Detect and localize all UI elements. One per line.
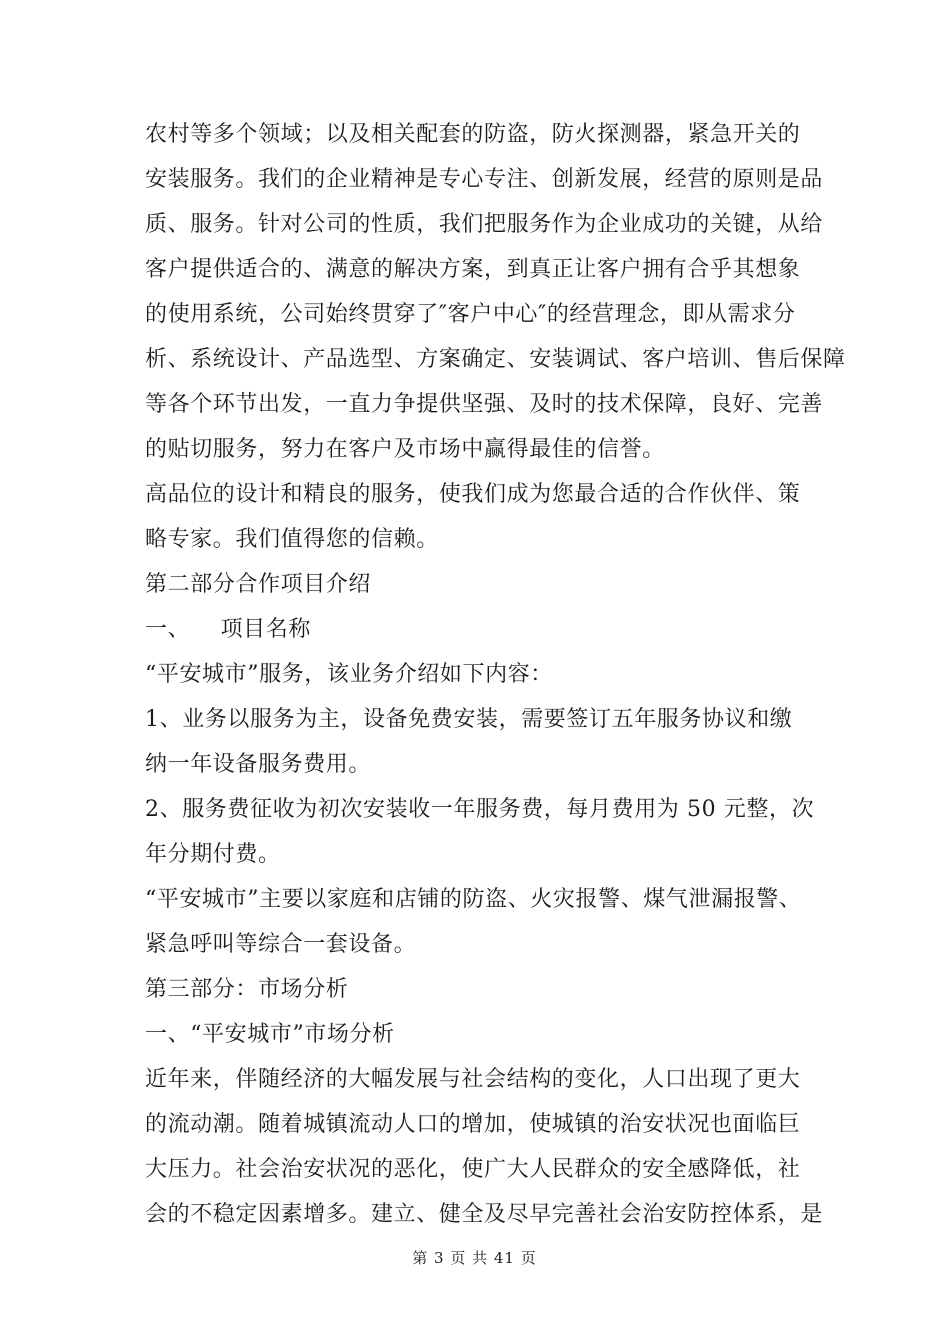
text-line: 紧急呼叫等综合一套设备。 bbox=[145, 932, 417, 957]
text-line: 质、服务。针对公司的性质，我们把服务作为企业成功的关键，从给 bbox=[145, 212, 824, 237]
document-body bbox=[145, 112, 846, 1237]
text-line: 纳一年设备服务费用。 bbox=[145, 752, 372, 777]
section-heading: 第二部分合作项目介绍 bbox=[145, 572, 372, 597]
text-line: 析、系统设计、产品选型、方案确定、安装调试、客户培训、售后保障 bbox=[145, 347, 846, 372]
text-line: 的使用系统，公司始终贯穿了″客户中心″的经营理念，即从需求分 bbox=[145, 302, 796, 327]
section-heading: 第三部分：市场分析 bbox=[145, 977, 349, 1002]
text-line: 等各个环节出发，一直力争提供坚强、及时的技术保障，良好、完善 bbox=[145, 392, 824, 417]
text-line: 近年来，伴随经济的大幅发展与社会结构的变化，人口出现了更大 bbox=[145, 1067, 801, 1092]
text-line: 会的不稳定因素增多。建立、健全及尽早完善社会治安防控体系，是 bbox=[145, 1202, 824, 1227]
text-line: 略专家。我们值得您的信赖。 bbox=[145, 527, 439, 552]
text-line: 安装服务。我们的企业精神是专心专注、创新发展，经营的原则是品 bbox=[145, 167, 824, 192]
text-line: 1、业务以服务为主，设备免费安装，需要签订五年服务协议和缴 bbox=[145, 707, 793, 732]
text-line: 客户提供适合的、满意的解决方案，到真正让客户拥有合乎其想象 bbox=[145, 257, 801, 282]
text-line: 大压力。社会治安状况的恶化，使广大人民群众的安全感降低，社 bbox=[145, 1157, 801, 1182]
text-line: 高品位的设计和精良的服务，使我们成为您最合适的合作伙伴、策 bbox=[145, 482, 801, 507]
text-line: 的贴切服务，努力在客户及市场中赢得最佳的信誉。 bbox=[145, 437, 665, 462]
text-line: 的流动潮。随着城镇流动人口的增加，使城镇的治安状况也面临巨 bbox=[145, 1112, 801, 1137]
text-line: 年分期付费。 bbox=[145, 842, 281, 867]
text-line: “平安城市”服务，该业务介绍如下内容： bbox=[145, 662, 553, 687]
page-number: 第 3 页 共 41 页 bbox=[412, 1249, 537, 1267]
subsection-heading: 一、 项目名称 bbox=[145, 617, 311, 642]
subsection-heading: 一、“平安城市”市场分析 bbox=[145, 1022, 395, 1047]
text-line: 2、服务费征收为初次安装收一年服务费，每月费用为 50 元整，次 bbox=[145, 797, 815, 822]
text-line: “平安城市”主要以家庭和店铺的防盗、火灾报警、煤气泄漏报警、 bbox=[145, 887, 802, 912]
text-line: 农村等多个领域；以及相关配套的防盗，防火探测器，紧急开关的 bbox=[145, 122, 801, 147]
